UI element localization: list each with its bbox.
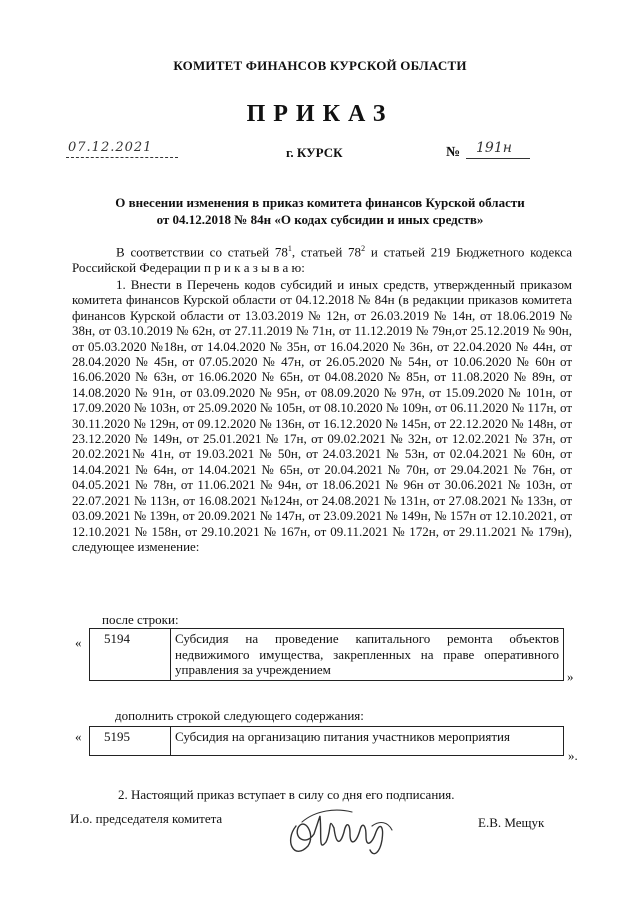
document-type: ПРИКАЗ xyxy=(246,101,394,127)
superscript-2: 2 xyxy=(361,244,366,253)
preamble-mid: , статьей 78 xyxy=(291,244,362,260)
row-description: Субсидия на организацию питания участников мероприятия xyxy=(171,727,564,756)
add-row-label: дополнить строкой следующего содержания: xyxy=(115,708,364,723)
order-number: 191н xyxy=(476,140,512,156)
handwritten-signature xyxy=(276,786,406,866)
date-underline xyxy=(66,157,178,158)
table-row xyxy=(90,629,564,681)
preamble-start: В соответствии со статьей 78 xyxy=(116,244,288,260)
quote-close-2: ». xyxy=(568,748,578,763)
committee-title: КОМИТЕТ ФИНАНСОВ КУРСКОЙ ОБЛАСТИ xyxy=(173,58,467,73)
row-code: 5195 xyxy=(90,727,171,756)
superscript-1: 1 xyxy=(287,244,292,253)
order-date: 07.12.2021 xyxy=(68,140,153,155)
new-row-table xyxy=(89,726,564,756)
existing-row-table xyxy=(89,628,564,681)
order-subject xyxy=(60,194,580,228)
after-row-label: после строки: xyxy=(102,612,179,627)
preamble-paragraph xyxy=(72,241,572,275)
quote-open-2: « xyxy=(75,729,82,744)
subject-line-2: от 04.12.2018 № 84н «О кодах субсидии и иных средств» xyxy=(156,212,484,227)
row-description: Субсидия на проведение капитального ремонта объектов недвижимого имущества, закрепленных на праве оперативного управления за учреждением xyxy=(171,629,564,681)
row-code: 5194 xyxy=(90,629,171,681)
number-underline xyxy=(466,158,530,159)
number-label: № xyxy=(446,145,461,160)
clause-2-paragraph: 2. Настоящий приказ вступает в силу со дня его подписания. xyxy=(118,787,455,802)
preamble-end: и статьей 219 Бюджетного кодекса Российской Федерации п р и к а з ы в а ю: xyxy=(72,244,572,275)
quote-close-1: » xyxy=(567,669,574,684)
signatory-name: Е.В. Мещук xyxy=(478,815,545,830)
signatory-role: И.о. председателя комитета xyxy=(70,811,223,826)
subject-line-1: О внесении изменения в приказ комитета финансов Курской области xyxy=(115,195,525,210)
city: г. КУРСК xyxy=(286,145,343,160)
quote-open-1: « xyxy=(75,635,82,650)
table-row xyxy=(90,727,564,756)
clause-1-paragraph: 1. Внести в Перечень кодов субсидий и иных средств, утвержденный приказом комитета финансов Курской области от 04.12.2018 № 84н (в редакции приказов комитета финансов Курской области от 13.03.2019 № 12н, от 26.03.2019 № 14н, от 18.06.2019 № 38н, от 03.10.2019 № 62н, от 27.11.2019 № 71н, от 11.12.2019 № 79н,от 25.12.2019 № 90н, от 05.03.2020 №18н, от 14.04.2020 № 35н, от 16.04.2020 № 36н, от 22.04.2020 № 44н, от 28.04.2020 № 45н, от 07.05.2020 № 47н, от 26.05.2020 № 54н, от 10.06.2020 № 60н от 16.06.2020 № 63н, от 16.06.2020 № 65н, от 04.08.2020 № 85н, от 11.08.2020 № 89н, от 14.08.2020 № 91н, от 03.09.2020 № 95н, от 08.09.2020 № 97н, от 15.09.2020 № 101н, от 17.09.2020 № 103н, от 25.09.2020 № 105н, от 08.10.2020 № 109н, от 06.11.2020 № 117н, от 30.11.2020 № 129н, от 09.12.2020 № 136н, от 16.12.2020 № 145н, от 22.12.2020 № 148н, от 23.12.2020 № 149н, от 25.01.2021 № 17н, от 09.02.2021 № 32н, от 12.02.2021 № 37н, от 20.02.2021№ 41н, от 19.03.2021 № 50н, от 24.03.2021 № 53н, от 02.04.2021 № 60н, от 14.04.2021 № 64н, от 14.04.2021 № 65н, от 20.04.2021 № 70н, от 29.04.2021 № 76н, от 04.05.2021 № 78н, от 11.06.2021 № 94н, от 18.06.2021 № 96н от 30.06.2021 № 103н, от 22.07.2021 № 113н, от 16.08.2021 №124н, от 24.08.2021 № 131н, от 27.08.2021 № 133н, от 03.09.2021 № 139н, от 20.09.2021 № 147н, от 23.09.2021 № 149н, № 157н от 12.10.2021, от 12.10.2021 № 158н, от 29.10.2021 № 167н, от 09.11.2021 № 172н, от 29.11.2021 № 179н), следующее изменение: xyxy=(72,277,572,554)
